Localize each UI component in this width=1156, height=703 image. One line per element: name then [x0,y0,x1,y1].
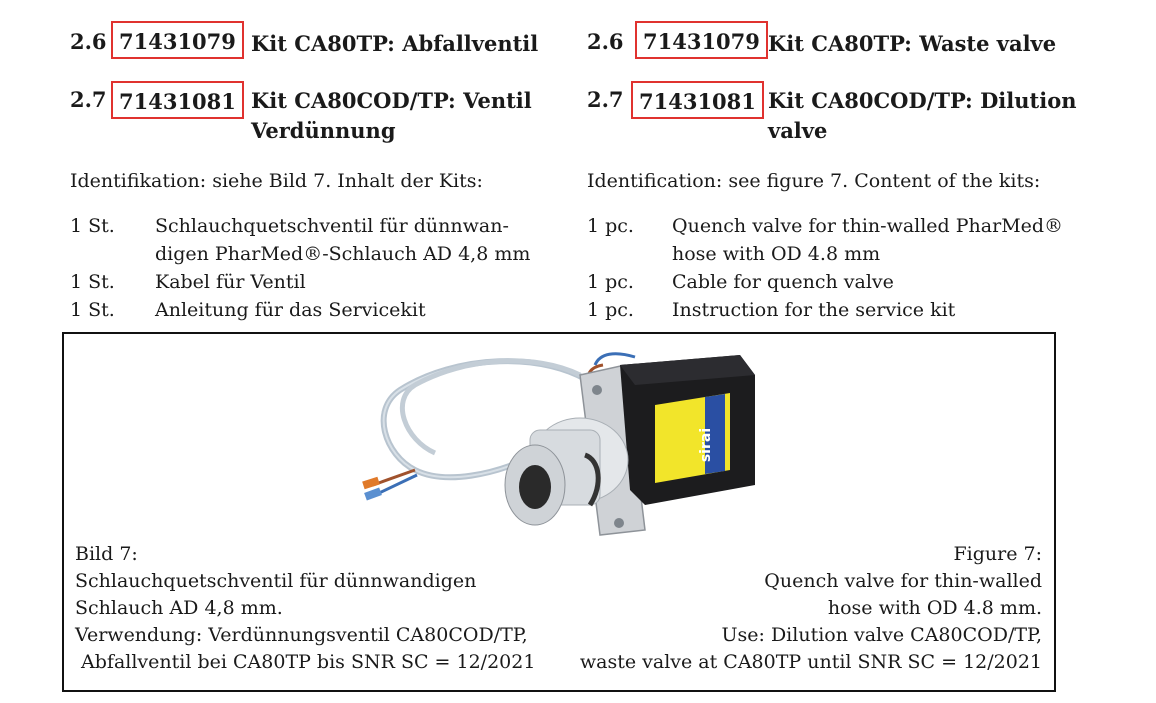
section-number: 2.6 [587,29,624,54]
brand-label-text: sirai [698,427,714,463]
caption-de-line: Verwendung: Verdünnungsventil CA80COD/TP, [75,624,528,646]
caption-en-line: hose with OD 4.8 mm. [827,597,1042,619]
caption-en-line: Figure 7: [953,543,1042,565]
section-title-line2: Verdünnung [251,118,396,143]
caption-de-line: Bild 7: [75,543,138,565]
item-line: Cable for quench valve [672,271,894,293]
bracket-hole [592,385,602,395]
item-qty: 1 pc. [587,271,634,293]
item-line: Anleitung für das Servicekit [155,299,426,321]
quench-valve-photo [345,345,795,555]
part-number-box: 71431081 [631,81,764,119]
intro-text: Identifikation: siehe Bild 7. Inhalt der Kits: [70,170,483,192]
item-line: Instruction for the service kit [672,299,956,321]
item-qty: 1 St. [70,271,115,293]
part-number-box: 71431079 [635,21,768,59]
item-qty: 1 pc. [587,299,634,321]
caption-en-line: Use: Dilution valve CA80COD/TP, [721,624,1042,646]
wire-ferrule [362,477,380,490]
part-number-box: 71431081 [111,81,244,119]
caption-en-line: Quench valve for thin-walled [764,570,1042,592]
section-title-line2: valve [768,118,828,143]
section-title-line1: Kit CA80COD/TP: Ventil [251,88,532,113]
item-qty: 1 St. [70,299,115,321]
bracket-hole [614,518,624,528]
section-title: Kit CA80TP: Waste valve [768,31,1057,56]
item-line: digen PharMed®-Schlauch AD 4,8 mm [155,243,531,265]
item-line: Quench valve for thin-walled PharMed® [672,215,1064,237]
plunger-bore [519,465,551,509]
item-line: hose with OD 4.8 mm [672,243,881,265]
section-number: 2.6 [70,29,107,54]
caption-de-line: Schlauch AD 4,8 mm. [75,597,283,619]
item-line: Schlauchquetschventil für dünnwan- [155,215,509,237]
part-number-box: 71431079 [111,21,244,59]
item-qty: 1 pc. [587,215,634,237]
caption-en-line: waste valve at CA80TP until SNR SC = 12/2021 [579,651,1042,673]
caption-de-line: Abfallventil bei CA80TP bis SNR SC = 12/2021 [75,651,536,673]
wire-blue [595,354,635,365]
section-title-line1: Kit CA80COD/TP: Dilution [768,88,1077,113]
wire-ferrule [364,488,382,501]
section-title: Kit CA80TP: Abfallventil [251,31,539,56]
caption-de-line: Schlauchquetschventil für dünnwandigen [75,570,477,592]
item-line: Kabel für Ventil [155,271,306,293]
item-qty: 1 St. [70,215,115,237]
intro-text: Identification: see figure 7. Content of the kits: [587,170,1041,192]
section-number: 2.7 [70,87,107,112]
section-number: 2.7 [587,87,624,112]
